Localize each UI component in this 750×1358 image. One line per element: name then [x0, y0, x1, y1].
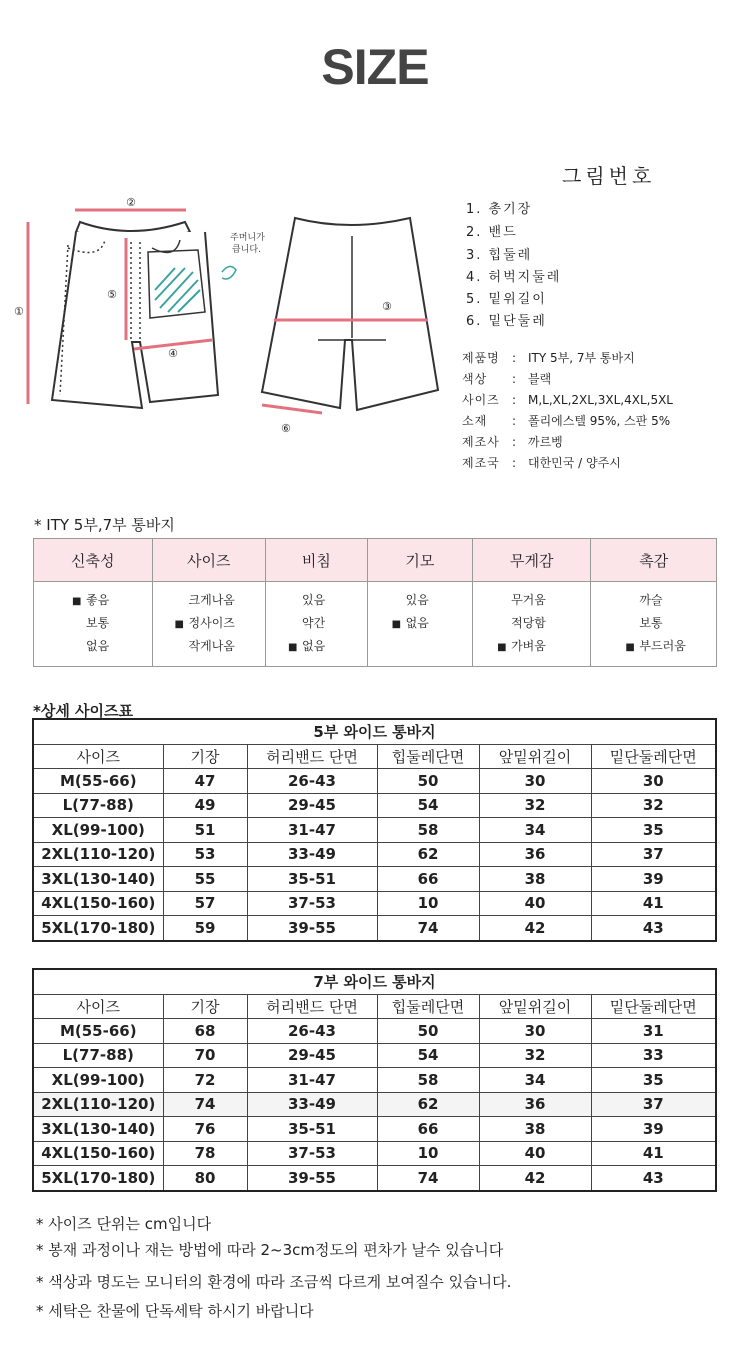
table-cell: 58 [377, 1068, 479, 1093]
column-header: 앞밑위길이 [479, 994, 591, 1019]
property-option [497, 612, 590, 635]
info-colon: : [512, 393, 517, 407]
column-header: 힙둘레단면 [377, 994, 479, 1019]
table-row [33, 867, 716, 892]
column-header: 기장 [163, 744, 247, 769]
measure-label-6: ⑥ [281, 422, 291, 435]
property-option [288, 589, 367, 612]
table-cell: 39 [591, 1117, 716, 1142]
table-row [33, 1043, 716, 1068]
table-cell: 80 [163, 1166, 247, 1191]
selected-mark: ■ [174, 619, 184, 630]
info-value: 대한민국 / 양주시 [528, 456, 621, 470]
info-label: 제조사 [462, 435, 500, 449]
column-header: 허리밴드 단면 [247, 994, 377, 1019]
table-cell: 35-51 [247, 1117, 377, 1142]
table-cell: 41 [591, 1141, 716, 1166]
info-label: 제품명 [462, 351, 500, 365]
info-label: 소재 [462, 414, 488, 428]
table-cell: 74 [377, 916, 479, 941]
property-options [367, 582, 472, 667]
table-cell: 2XL(110-120) [33, 1092, 163, 1117]
table-cell: 55 [163, 867, 247, 892]
size-table-7bu [32, 968, 717, 1192]
property-option [392, 612, 472, 635]
option-label: 정사이즈 [188, 616, 235, 630]
option-label: 적당함 [511, 616, 546, 630]
column-header: 힙둘레단면 [377, 744, 479, 769]
column-header: 사이즈 [33, 744, 163, 769]
table-cell: 10 [377, 891, 479, 916]
table-cell: L(77-88) [33, 1043, 163, 1068]
table-cell: 39 [591, 867, 716, 892]
info-row [462, 412, 670, 429]
table-row [33, 1117, 716, 1142]
property-header: 비침 [266, 539, 368, 582]
table-cell: M(55-66) [33, 1019, 163, 1044]
property-option [288, 612, 367, 635]
properties-heading: * ITY 5부,7부 통바지 [34, 516, 175, 534]
info-label: 색상 [462, 372, 488, 386]
table-caption-row [33, 969, 716, 994]
column-header: 기장 [163, 994, 247, 1019]
info-value: 블랙 [528, 372, 552, 386]
table-row [33, 818, 716, 843]
option-label: 있음 [302, 593, 326, 607]
table-cell: 34 [479, 818, 591, 843]
info-colon: : [512, 456, 517, 470]
table-cell: 37 [591, 1092, 716, 1117]
table-cell: 50 [377, 769, 479, 794]
info-row [462, 391, 673, 408]
table-cell: 30 [591, 769, 716, 794]
front-view-shorts [52, 222, 218, 408]
table-cell: 26-43 [247, 1019, 377, 1044]
info-label: 사이즈 [462, 393, 500, 407]
property-option [175, 612, 266, 635]
property-option [625, 612, 716, 635]
info-value: 폴리에스텔 95%, 스판 5% [528, 414, 671, 428]
table-cell: 57 [163, 891, 247, 916]
info-value: 까르벵 [528, 435, 563, 449]
property-options [473, 582, 591, 667]
table-cell: 37 [591, 842, 716, 867]
table-caption: 7부 와이드 통바지 [33, 969, 716, 994]
selected-mark: ■ [72, 596, 82, 607]
table-cell: 70 [163, 1043, 247, 1068]
measure-label-1: ① [14, 305, 24, 318]
table-cell: 32 [479, 793, 591, 818]
measure-label-4: ④ [168, 347, 178, 360]
table-cell: L(77-88) [33, 793, 163, 818]
table-cell: 32 [479, 1043, 591, 1068]
table-cell: 43 [591, 1166, 716, 1191]
info-label: 제조국 [462, 456, 500, 470]
table-caption-row [33, 719, 716, 744]
option-label: 보통 [639, 616, 663, 630]
column-header: 앞밑위길이 [479, 744, 591, 769]
info-row [462, 349, 635, 366]
table-cell: 74 [163, 1092, 247, 1117]
table-cell: 33-49 [247, 842, 377, 867]
back-view-shorts [262, 218, 438, 410]
table-cell: XL(99-100) [33, 1068, 163, 1093]
property-header: 기모 [367, 539, 472, 582]
option-label: 작게나옴 [188, 639, 235, 653]
pocket-note-arrow [222, 266, 236, 279]
property-option [72, 589, 152, 612]
property-option [497, 635, 590, 658]
property-option [72, 612, 152, 635]
note-line: * 사이즈 단위는 cm입니다 [36, 1215, 212, 1233]
property-option [625, 589, 716, 612]
selected-mark: ■ [625, 642, 635, 653]
table-row [33, 769, 716, 794]
table-cell: XL(99-100) [33, 818, 163, 843]
pocket-note-line1: 주머니가 [230, 233, 265, 243]
table-header-row [33, 744, 716, 769]
table-row [33, 1019, 716, 1044]
table-cell: 37-53 [247, 1141, 377, 1166]
selected-mark: ■ [288, 642, 298, 653]
property-header: 무게감 [473, 539, 591, 582]
table-cell: 62 [377, 842, 479, 867]
property-option [497, 589, 590, 612]
measure-label-3: ③ [382, 300, 392, 313]
legend-item: 4. 허벅지둘레 [466, 270, 562, 285]
table-cell: 38 [479, 867, 591, 892]
table-cell: 39-55 [247, 1166, 377, 1191]
property-option [625, 635, 716, 658]
table-cell: 78 [163, 1141, 247, 1166]
table-cell: 4XL(150-160) [33, 1141, 163, 1166]
table-cell: 54 [377, 1043, 479, 1068]
table-cell: 5XL(170-180) [33, 1166, 163, 1191]
column-header: 밑단둘레단면 [591, 744, 716, 769]
property-header: 사이즈 [152, 539, 266, 582]
property-option [392, 589, 472, 612]
legend-item: 5. 밑위길이 [466, 292, 547, 307]
table-cell: 49 [163, 793, 247, 818]
table-cell: 5XL(170-180) [33, 916, 163, 941]
info-row [462, 370, 551, 387]
table-cell: 66 [377, 1117, 479, 1142]
table-cell: 3XL(130-140) [33, 867, 163, 892]
property-options [34, 582, 153, 667]
info-value: M,L,XL,2XL,3XL,4XL,5XL [528, 393, 673, 407]
selected-mark: ■ [497, 642, 507, 653]
property-options [152, 582, 266, 667]
column-header: 사이즈 [33, 994, 163, 1019]
table-cell: 54 [377, 793, 479, 818]
table-row [33, 1092, 716, 1117]
property-option [72, 635, 152, 658]
table-cell: 2XL(110-120) [33, 842, 163, 867]
table-cell: 29-45 [247, 1043, 377, 1068]
legend-item: 6. 밑단둘레 [466, 314, 547, 329]
table-cell: 42 [479, 916, 591, 941]
table-cell: 38 [479, 1117, 591, 1142]
info-row [462, 433, 563, 450]
property-header: 신축성 [34, 539, 153, 582]
table-cell: 31 [591, 1019, 716, 1044]
table-cell: 34 [479, 1068, 591, 1093]
info-row [462, 454, 621, 471]
table-cell: 43 [591, 916, 716, 941]
table-cell: 51 [163, 818, 247, 843]
measure-label-2: ② [126, 196, 136, 209]
legend-item: 3. 힙둘레 [466, 248, 533, 263]
info-colon: : [512, 414, 517, 428]
table-cell: 33 [591, 1043, 716, 1068]
property-header: 촉감 [591, 539, 717, 582]
selected-mark: ■ [391, 619, 402, 630]
table-cell: 4XL(150-160) [33, 891, 163, 916]
table-cell: 53 [163, 842, 247, 867]
info-colon: : [512, 372, 517, 386]
property-options [266, 582, 368, 667]
table-cell: 41 [591, 891, 716, 916]
column-header: 허리밴드 단면 [247, 744, 377, 769]
table-cell: 35 [591, 1068, 716, 1093]
properties-table [33, 538, 717, 667]
table-cell: 66 [377, 867, 479, 892]
legend-title: 그림번호 [562, 164, 656, 188]
pocket-note-line2: 큽니다. [232, 245, 261, 255]
table-cell: 3XL(130-140) [33, 1117, 163, 1142]
table-cell: 47 [163, 769, 247, 794]
option-label: 부드러움 [639, 639, 686, 653]
table-cell: 59 [163, 916, 247, 941]
note-line: * 색상과 명도는 모니터의 환경에 따라 조금씩 다르게 보여질수 있습니다. [36, 1273, 512, 1291]
detail-size-heading: *상세 사이즈표 [33, 702, 134, 720]
option-label: 좋음 [86, 593, 110, 607]
property-options [591, 582, 717, 667]
legend-item: 1. 총기장 [466, 202, 533, 217]
table-cell: 30 [479, 769, 591, 794]
option-label: 크게나옴 [188, 593, 235, 607]
table-cell: 40 [479, 1141, 591, 1166]
table-cell: 39-55 [247, 916, 377, 941]
table-cell: 32 [591, 793, 716, 818]
shorts-diagram [0, 180, 450, 450]
property-option [175, 589, 266, 612]
table-cell: 58 [377, 818, 479, 843]
table-cell: 50 [377, 1019, 479, 1044]
table-cell: 74 [377, 1166, 479, 1191]
table-cell: 35 [591, 818, 716, 843]
option-label: 약간 [302, 616, 326, 630]
option-label: 있음 [405, 593, 429, 607]
option-label: 보통 [86, 616, 110, 630]
table-row [33, 842, 716, 867]
table-row [33, 1141, 716, 1166]
table-row [33, 891, 716, 916]
info-colon: : [512, 351, 517, 365]
table-cell: 10 [377, 1141, 479, 1166]
table-cell: 26-43 [247, 769, 377, 794]
property-option [175, 635, 266, 658]
table-row [33, 793, 716, 818]
table-cell: 31-47 [247, 818, 377, 843]
table-row [33, 1068, 716, 1093]
column-header: 밑단둘레단면 [591, 994, 716, 1019]
table-cell: 72 [163, 1068, 247, 1093]
option-label: 없음 [405, 616, 429, 630]
option-label: 무거움 [511, 593, 546, 607]
measure-label-5: ⑤ [107, 288, 117, 301]
table-cell: 62 [377, 1092, 479, 1117]
table-caption: 5부 와이드 통바지 [33, 719, 716, 744]
note-line: * 봉재 과정이나 재는 방법에 따라 2~3cm정도의 편차가 날수 있습니다 [36, 1241, 504, 1259]
table-cell: 40 [479, 891, 591, 916]
table-cell: 33-49 [247, 1092, 377, 1117]
option-label: 없음 [86, 639, 110, 653]
table-cell: 29-45 [247, 793, 377, 818]
table-cell: 36 [479, 1092, 591, 1117]
option-label: 없음 [302, 639, 326, 653]
table-cell: M(55-66) [33, 769, 163, 794]
note-line: * 세탁은 찬물에 단독세탁 하시기 바랍니다 [36, 1302, 314, 1320]
size-table-5bu [32, 718, 717, 942]
table-header-row [33, 994, 716, 1019]
page-title: SIZE [321, 39, 429, 95]
table-cell: 76 [163, 1117, 247, 1142]
table-cell: 37-53 [247, 891, 377, 916]
table-row [33, 1166, 716, 1191]
info-colon: : [512, 435, 517, 449]
legend-item: 2. 밴드 [466, 225, 518, 240]
table-row [33, 916, 716, 941]
table-cell: 31-47 [247, 1068, 377, 1093]
table-cell: 36 [479, 842, 591, 867]
property-option [288, 635, 367, 658]
option-label: 가벼움 [511, 639, 546, 653]
info-value: ITY 5부, 7부 통바지 [528, 351, 635, 365]
table-cell: 42 [479, 1166, 591, 1191]
table-cell: 68 [163, 1019, 247, 1044]
option-label: 까슬 [639, 593, 663, 607]
table-cell: 35-51 [247, 867, 377, 892]
table-cell: 30 [479, 1019, 591, 1044]
